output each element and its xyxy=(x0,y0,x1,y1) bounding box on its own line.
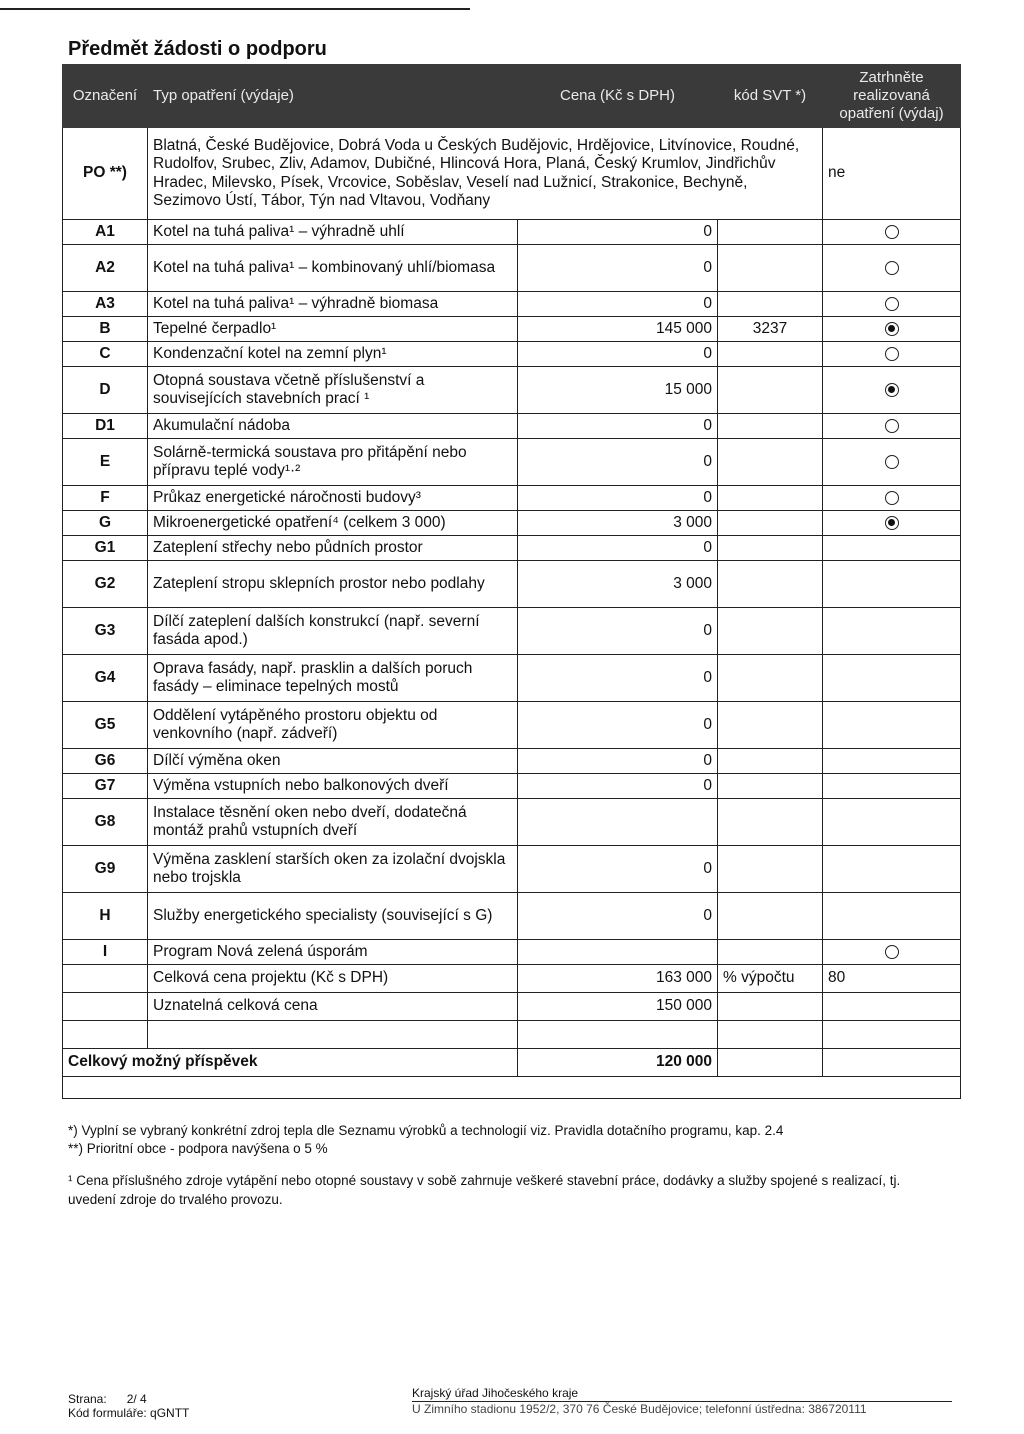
row-svt: 3237 xyxy=(718,317,823,342)
row-svt xyxy=(718,774,823,799)
row-code: G7 xyxy=(63,774,148,799)
total-label: Celková cena projektu (Kč s DPH) xyxy=(148,965,518,993)
row-type: Akumulační nádoba xyxy=(148,414,518,439)
row-type: Zateplení stropu sklepních prostor nebo podlahy xyxy=(148,561,518,608)
contribution-label: Celkový možný příspěvek xyxy=(63,1049,518,1077)
row-price: 0 xyxy=(518,486,718,511)
row-mark xyxy=(823,561,961,608)
row-type: Dílčí výměna oken xyxy=(148,749,518,774)
row-type: Otopná soustava včetně příslušenství a souvisejících stavebních prací ¹ xyxy=(148,367,518,414)
radio-empty-icon[interactable] xyxy=(885,225,899,239)
header-type: Typ opatření (výdaje) xyxy=(148,65,518,128)
row-mark xyxy=(823,342,961,367)
table-row xyxy=(63,893,961,940)
contribution-mark xyxy=(823,1049,961,1077)
row-type: Služby energetického specialisty (související s G) xyxy=(148,893,518,940)
row-code: H xyxy=(63,893,148,940)
row-price: 0 xyxy=(518,893,718,940)
row-price: 0 xyxy=(518,342,718,367)
row-code: G1 xyxy=(63,536,148,561)
table-row xyxy=(63,799,961,846)
blank-svt xyxy=(718,1021,823,1049)
priority-municipalities-row xyxy=(63,128,961,220)
row-price xyxy=(518,799,718,846)
blank-row xyxy=(63,1021,961,1049)
footnote-1: ¹ Cena příslušného zdroje vytápění nebo otopné soustavy v sobě zahrnuje veškeré stavební práce, dodávky a služby spojené s realizací, tj. uvedení zdroje do trvalého provozu. xyxy=(68,1173,901,1207)
row-mark xyxy=(823,799,961,846)
eligible-svt xyxy=(718,993,823,1021)
table-row xyxy=(63,439,961,486)
row-price: 0 xyxy=(518,439,718,486)
row-svt xyxy=(718,486,823,511)
row-mark xyxy=(823,655,961,702)
row-svt xyxy=(718,702,823,749)
eligible-mark xyxy=(823,993,961,1021)
footer-right xyxy=(412,1386,952,1416)
row-mark xyxy=(823,220,961,245)
row-code: G9 xyxy=(63,846,148,893)
row-svt xyxy=(718,893,823,940)
table-row xyxy=(63,655,961,702)
table-row xyxy=(63,511,961,536)
row-price: 0 xyxy=(518,536,718,561)
table-row xyxy=(63,220,961,245)
eligible-label: Uznatelná celková cena xyxy=(148,993,518,1021)
blank-price xyxy=(518,1021,718,1049)
row-code: F xyxy=(63,486,148,511)
row-mark xyxy=(823,893,961,940)
row-svt xyxy=(718,342,823,367)
row-mark xyxy=(823,292,961,317)
row-svt xyxy=(718,655,823,702)
pct-value: 80 xyxy=(823,965,961,993)
row-price: 0 xyxy=(518,749,718,774)
row-code: C xyxy=(63,342,148,367)
row-mark xyxy=(823,536,961,561)
row-mark xyxy=(823,511,961,536)
po-list: Blatná, České Budějovice, Dobrá Voda u Českých Budějovic, Hrdějovice, Litvínovice, Roudné, Rudolfov, Srubec, Zliv, Adamov, Dubičné, Hlincová Hora, Planá, Český Krumlov, Jindřichův Hradec, Milevsko, Písek, Vrcovice, Soběslav, Veselí nad Lužnicí, Strakonice, Bechyně, Sezimovo Ústí, Tábor, Týn nad Vltavou, Vodňany xyxy=(148,128,823,220)
row-code: G3 xyxy=(63,608,148,655)
row-mark xyxy=(823,414,961,439)
row-svt xyxy=(718,511,823,536)
row-mark xyxy=(823,608,961,655)
row-type: Program Nová zelená úsporám xyxy=(148,940,518,965)
row-svt xyxy=(718,940,823,965)
table-row xyxy=(63,317,961,342)
radio-selected-icon[interactable] xyxy=(885,322,899,336)
row-code: G5 xyxy=(63,702,148,749)
row-type: Zateplení střechy nebo půdních prostor xyxy=(148,536,518,561)
table-row xyxy=(63,749,961,774)
footnote-star1: *) Vyplní se vybraný konkrétní zdroj tepla dle Seznamu výrobků a technologií viz. Pravidla dotačního programu, kap. 2.4 xyxy=(68,1123,784,1138)
row-svt xyxy=(718,561,823,608)
row-type: Tepelné čerpadlo¹ xyxy=(148,317,518,342)
bottom-row xyxy=(63,1077,961,1099)
row-price: 0 xyxy=(518,846,718,893)
row-type: Mikroenergetické opatření⁴ (celkem 3 000) xyxy=(148,511,518,536)
contribution-svt xyxy=(718,1049,823,1077)
row-mark xyxy=(823,702,961,749)
table-row xyxy=(63,608,961,655)
form-value: qGNTT xyxy=(150,1406,190,1420)
radio-selected-icon[interactable] xyxy=(885,516,899,530)
row-mark xyxy=(823,774,961,799)
header-code: Označení xyxy=(63,65,148,128)
row-code: I xyxy=(63,940,148,965)
row-svt xyxy=(718,220,823,245)
row-code: G4 xyxy=(63,655,148,702)
row-type: Dílčí zateplení dalších konstrukcí (např. severní fasáda apod.) xyxy=(148,608,518,655)
radio-empty-icon[interactable] xyxy=(885,455,899,469)
eligible-row xyxy=(63,993,961,1021)
table-row xyxy=(63,846,961,893)
footnotes xyxy=(68,1122,948,1209)
blank-mark xyxy=(823,1021,961,1049)
row-code: G2 xyxy=(63,561,148,608)
contribution-row xyxy=(63,1049,961,1077)
row-mark xyxy=(823,846,961,893)
radio-empty-icon[interactable] xyxy=(885,297,899,311)
page-value: 2/ 4 xyxy=(126,1392,147,1406)
row-svt xyxy=(718,799,823,846)
row-code: A2 xyxy=(63,245,148,292)
row-price: 0 xyxy=(518,774,718,799)
row-mark xyxy=(823,439,961,486)
table-row xyxy=(63,774,961,799)
row-mark xyxy=(823,486,961,511)
po-mark: ne xyxy=(823,128,961,220)
row-type: Výměna zasklení starších oken za izolační dvojskla nebo trojskla xyxy=(148,846,518,893)
row-type: Oddělení vytápěného prostoru objektu od venkovního (např. zádveří) xyxy=(148,702,518,749)
row-svt xyxy=(718,245,823,292)
row-svt xyxy=(718,367,823,414)
total-row xyxy=(63,965,961,993)
top-rule xyxy=(0,8,470,10)
row-type: Solárně-termická soustava pro přitápění nebo přípravu teplé vody¹·² xyxy=(148,439,518,486)
row-price: 145 000 xyxy=(518,317,718,342)
table-row xyxy=(63,940,961,965)
row-mark xyxy=(823,245,961,292)
table-row xyxy=(63,292,961,317)
row-svt xyxy=(718,536,823,561)
radio-selected-icon[interactable] xyxy=(885,383,899,397)
row-code: D xyxy=(63,367,148,414)
blank-code xyxy=(63,1021,148,1049)
eligible-code xyxy=(63,993,148,1021)
total-value: 163 000 xyxy=(518,965,718,993)
row-code: A3 xyxy=(63,292,148,317)
po-code: PO **) xyxy=(63,128,148,220)
form-label: Kód formuláře: xyxy=(68,1406,147,1420)
row-mark xyxy=(823,317,961,342)
row-type: Průkaz energetické náročnosti budovy³ xyxy=(148,486,518,511)
contribution-value: 120 000 xyxy=(518,1049,718,1077)
row-svt xyxy=(718,414,823,439)
office-name: Krajský úřad Jihočeského kraje xyxy=(412,1386,952,1402)
row-price: 0 xyxy=(518,245,718,292)
row-mark xyxy=(823,367,961,414)
table-row xyxy=(63,414,961,439)
measures-table xyxy=(62,64,961,1099)
radio-empty-icon[interactable] xyxy=(885,261,899,275)
table-row xyxy=(63,702,961,749)
radio-empty-icon[interactable] xyxy=(885,491,899,505)
row-price: 0 xyxy=(518,220,718,245)
row-type: Kondenzační kotel na zemní plyn¹ xyxy=(148,342,518,367)
row-code: G6 xyxy=(63,749,148,774)
table-row xyxy=(63,342,961,367)
pct-label: % výpočtu xyxy=(718,965,823,993)
total-code xyxy=(63,965,148,993)
row-type: Oprava fasády, např. prasklin a dalších poruch fasády – eliminace tepelných mostů xyxy=(148,655,518,702)
row-price: 3 000 xyxy=(518,511,718,536)
row-price: 15 000 xyxy=(518,367,718,414)
page-label: Strana: xyxy=(68,1392,107,1406)
empty-bottom-cell xyxy=(63,1077,961,1099)
row-code: E xyxy=(63,439,148,486)
header-mark: Zatrhněte realizovaná opatření (výdaj) xyxy=(823,65,961,128)
row-code: G xyxy=(63,511,148,536)
row-type: Kotel na tuhá paliva¹ – kombinovaný uhlí/biomasa xyxy=(148,245,518,292)
blank-type xyxy=(148,1021,518,1049)
row-type: Výměna vstupních nebo balkonových dveří xyxy=(148,774,518,799)
row-mark xyxy=(823,940,961,965)
table-header xyxy=(63,65,961,128)
eligible-value: 150 000 xyxy=(518,993,718,1021)
table-row xyxy=(63,367,961,414)
office-address: U Zimního stadionu 1952/2, 370 76 České Budějovice; telefonní ústředna: 386720111 xyxy=(412,1402,867,1416)
row-type: Kotel na tuhá paliva¹ – výhradně uhlí xyxy=(148,220,518,245)
radio-empty-icon[interactable] xyxy=(885,347,899,361)
row-price: 3 000 xyxy=(518,561,718,608)
row-svt xyxy=(718,608,823,655)
table-row xyxy=(63,486,961,511)
row-price: 0 xyxy=(518,292,718,317)
table-row xyxy=(63,561,961,608)
row-code: A1 xyxy=(63,220,148,245)
row-price: 0 xyxy=(518,702,718,749)
row-price: 0 xyxy=(518,414,718,439)
row-code: D1 xyxy=(63,414,148,439)
header-svt: kód SVT *) xyxy=(718,65,823,128)
table-row xyxy=(63,536,961,561)
row-code: G8 xyxy=(63,799,148,846)
page-title: Předmět žádosti o podporu xyxy=(68,38,327,60)
row-svt xyxy=(718,292,823,317)
footer-left xyxy=(68,1392,189,1420)
radio-empty-icon[interactable] xyxy=(885,945,899,959)
row-svt xyxy=(718,749,823,774)
row-svt xyxy=(718,439,823,486)
header-price: Cena (Kč s DPH) xyxy=(518,65,718,128)
row-type: Instalace těsnění oken nebo dveří, dodatečná montáž prahů vstupních dveří xyxy=(148,799,518,846)
row-price xyxy=(518,940,718,965)
row-price: 0 xyxy=(518,608,718,655)
footnote-star2: **) Prioritní obce - podpora navýšena o 5 % xyxy=(68,1141,328,1157)
row-type: Kotel na tuhá paliva¹ – výhradně biomasa xyxy=(148,292,518,317)
row-price: 0 xyxy=(518,655,718,702)
row-svt xyxy=(718,846,823,893)
table-row xyxy=(63,245,961,292)
row-mark xyxy=(823,749,961,774)
radio-empty-icon[interactable] xyxy=(885,419,899,433)
row-code: B xyxy=(63,317,148,342)
